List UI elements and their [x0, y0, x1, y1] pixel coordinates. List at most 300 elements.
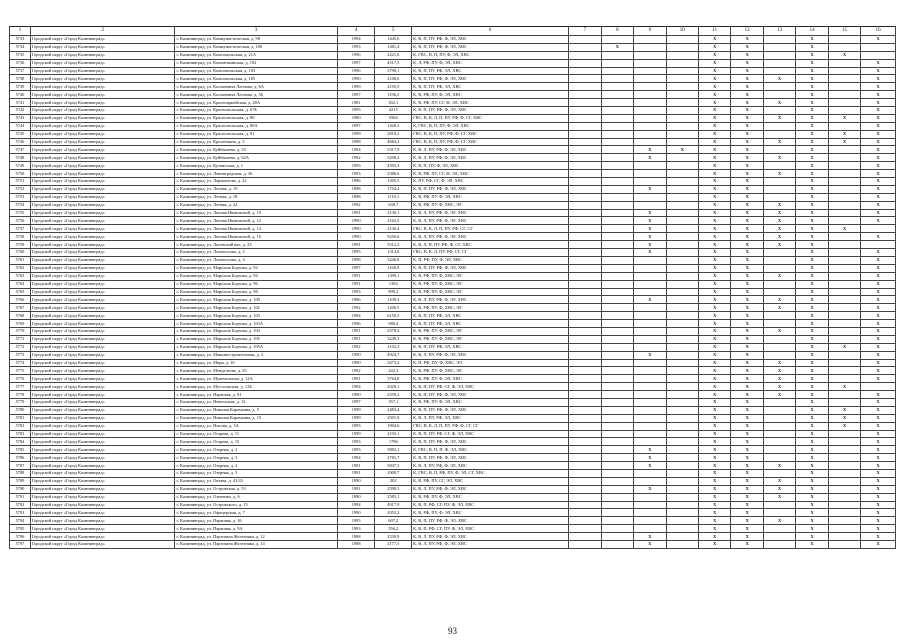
- mark-cell-7: [569, 304, 601, 312]
- year-cell: 1990: [337, 493, 375, 501]
- mark-cell-14: X: [796, 335, 828, 343]
- mark-cell-9: [634, 83, 666, 91]
- mark-cell-8: [601, 398, 633, 406]
- year-cell: 1990: [337, 477, 375, 485]
- systems-cell: К, В, П, РФ, СГ, ПУ, Ф, ЭЛ, ХВС: [412, 525, 569, 533]
- mark-cell-12: X: [731, 209, 763, 217]
- mark-cell-12: X: [731, 36, 763, 44]
- mark-cell-13: [763, 256, 795, 264]
- mark-cell-10: [666, 122, 698, 130]
- mark-cell-13: [763, 533, 795, 541]
- owner-cell: Городской округ «Город Калининград»: [30, 241, 175, 249]
- mark-cell-11: X: [699, 493, 731, 501]
- row-number-cell: 5787: [10, 462, 31, 470]
- row-number-cell: 5782: [10, 422, 31, 430]
- area-cell: 4517,5: [375, 59, 412, 67]
- systems-cell: К, В, Л, ПУ, РФ, Ф, ЭЛ, ХВС: [412, 533, 569, 541]
- mark-cell-10: [666, 280, 698, 288]
- mark-cell-10: [666, 509, 698, 517]
- row-number-cell: 5784: [10, 438, 31, 446]
- year-cell: 1993: [337, 525, 375, 533]
- mark-cell-10: [666, 75, 698, 83]
- mark-cell-12: X: [731, 327, 763, 335]
- mark-cell-10: [666, 138, 698, 146]
- mark-cell-7: [569, 327, 601, 335]
- mark-cell-14: X: [796, 43, 828, 51]
- owner-cell: Городской округ «Город Калининград»: [30, 367, 175, 375]
- area-cell: 2559,2: [375, 391, 412, 399]
- mark-cell-13: X: [763, 201, 795, 209]
- table-row: [10, 249, 896, 257]
- mark-cell-16: X: [861, 414, 896, 422]
- mark-cell-11: X: [699, 343, 731, 351]
- mark-cell-12: X: [731, 75, 763, 83]
- systems-cell: К, В, РФ, ПУ, Ф, ХВС, ЭЛ: [412, 288, 569, 296]
- mark-cell-15: X: [828, 130, 860, 138]
- mark-cell-16: X: [861, 359, 896, 367]
- mark-cell-15: [828, 320, 860, 328]
- mark-cell-8: [601, 75, 633, 83]
- table-row: [10, 517, 896, 525]
- mark-cell-11: X: [699, 398, 731, 406]
- mark-cell-16: X: [861, 154, 896, 162]
- mark-cell-14: X: [796, 178, 828, 186]
- mark-cell-11: X: [699, 225, 731, 233]
- mark-cell-15: X: [828, 343, 860, 351]
- mark-cell-12: X: [731, 99, 763, 107]
- mark-cell-8: [601, 99, 633, 107]
- mark-cell-7: [569, 462, 601, 470]
- area-cell: 1804,6: [375, 422, 412, 430]
- year-cell: 1999: [337, 406, 375, 414]
- mark-cell-11: X: [699, 233, 731, 241]
- mark-cell-14: X: [796, 249, 828, 257]
- mark-cell-11: X: [699, 264, 731, 272]
- mark-cell-16: X: [861, 454, 896, 462]
- row-number-cell: 5774: [10, 359, 31, 367]
- mark-cell-8: [601, 469, 633, 477]
- mark-cell-13: X: [763, 304, 795, 312]
- mark-cell-14: X: [796, 438, 828, 446]
- year-cell: 1997: [337, 398, 375, 406]
- mark-cell-12: X: [731, 446, 763, 454]
- mark-cell-16: X: [861, 288, 896, 296]
- mark-cell-11: X: [699, 359, 731, 367]
- column-number: 2: [30, 27, 175, 36]
- year-cell: 1991: [337, 485, 375, 493]
- mark-cell-11: X: [699, 154, 731, 162]
- mark-cell-12: X: [731, 170, 763, 178]
- year-cell: 1995: [337, 422, 375, 430]
- mark-cell-10: [666, 233, 698, 241]
- year-cell: 1990: [337, 217, 375, 225]
- area-cell: 556,2: [375, 525, 412, 533]
- mark-cell-9: [634, 59, 666, 67]
- mark-cell-15: [828, 327, 860, 335]
- address-cell: г. Калининград, ул. Офицерская, д. 7: [175, 509, 337, 517]
- mark-cell-9: X: [634, 185, 666, 193]
- mark-cell-7: [569, 114, 601, 122]
- mark-cell-7: [569, 414, 601, 422]
- mark-cell-8: [601, 91, 633, 99]
- owner-cell: Городской округ «Город Калининград»: [30, 154, 175, 162]
- year-cell: 1992: [337, 304, 375, 312]
- mark-cell-12: X: [731, 438, 763, 446]
- mark-cell-15: [828, 541, 860, 549]
- address-cell: г. Калининград, ул. Парковая, д. 9А: [175, 525, 337, 533]
- area-cell: 5847,5: [375, 462, 412, 470]
- mark-cell-11: X: [699, 130, 731, 138]
- mark-cell-15: [828, 107, 860, 115]
- mark-cell-7: [569, 280, 601, 288]
- mark-cell-7: [569, 493, 601, 501]
- mark-cell-7: [569, 351, 601, 359]
- owner-cell: Городской округ «Город Калининград»: [30, 43, 175, 51]
- column-number: 16: [861, 27, 896, 36]
- mark-cell-14: X: [796, 217, 828, 225]
- owner-cell: Городской округ «Город Калининград»: [30, 430, 175, 438]
- mark-cell-7: [569, 335, 601, 343]
- table-row: [10, 272, 896, 280]
- address-cell: г. Калининград, ул. Куйбышева, д. 62А: [175, 154, 337, 162]
- table-row: [10, 327, 896, 335]
- year-cell: 1995: [337, 249, 375, 257]
- table-row: [10, 462, 896, 470]
- address-cell: г. Калининград, ул. Огарева, д. 15: [175, 438, 337, 446]
- owner-cell: Городской округ «Город Калининград»: [30, 485, 175, 493]
- mark-cell-16: X: [861, 91, 896, 99]
- column-number: 3: [175, 27, 337, 36]
- year-cell: 1991: [337, 280, 375, 288]
- mark-cell-9: [634, 391, 666, 399]
- mark-cell-7: [569, 272, 601, 280]
- mark-cell-10: [666, 359, 698, 367]
- mark-cell-15: X: [828, 51, 860, 59]
- mark-cell-13: X: [763, 477, 795, 485]
- address-cell: г. Калининград, ул. Кропоткина, д. 3: [175, 138, 337, 146]
- year-cell: 1997: [337, 91, 375, 99]
- owner-cell: Городской округ «Город Калининград»: [30, 170, 175, 178]
- area-cell: 1481,4: [375, 43, 412, 51]
- mark-cell-9: X: [634, 154, 666, 162]
- mark-cell-8: [601, 217, 633, 225]
- mark-cell-12: X: [731, 114, 763, 122]
- address-cell: г. Калининград, ул. Маршала Борзова, д. 96: [175, 280, 337, 288]
- mark-cell-10: [666, 501, 698, 509]
- owner-cell: Городской округ «Город Калининград»: [30, 312, 175, 320]
- owner-cell: Городской округ «Город Калининград»: [30, 280, 175, 288]
- mark-cell-9: [634, 99, 666, 107]
- systems-cell: К, В, Л, П, ПУ, РФ, Ф, СГ, ХВС: [412, 241, 569, 249]
- mark-cell-7: [569, 525, 601, 533]
- year-cell: 1996: [337, 51, 375, 59]
- mark-cell-11: X: [699, 414, 731, 422]
- address-cell: г. Калининград, ул. Озерная, д. 3: [175, 454, 337, 462]
- table-row: [10, 533, 896, 541]
- mark-cell-13: [763, 36, 795, 44]
- mark-cell-7: [569, 146, 601, 154]
- year-cell: 1992: [337, 201, 375, 209]
- mark-cell-15: [828, 170, 860, 178]
- column-number: 8: [601, 27, 633, 36]
- mark-cell-10: [666, 193, 698, 201]
- mark-cell-8: [601, 343, 633, 351]
- mark-cell-8: [601, 264, 633, 272]
- mark-cell-12: X: [731, 454, 763, 462]
- owner-cell: Городской округ «Город Калининград»: [30, 414, 175, 422]
- mark-cell-16: X: [861, 391, 896, 399]
- year-cell: 1993: [337, 438, 375, 446]
- systems-cell: К, В, П, ПУ, РФ, ЭЛ, ХВС: [412, 343, 569, 351]
- mark-cell-9: [634, 107, 666, 115]
- mark-cell-15: [828, 256, 860, 264]
- address-cell: г. Калининград, ул. Лесная, д. 19: [175, 185, 337, 193]
- address-cell: г. Калининград, ул. Летняя, д. 22: [175, 201, 337, 209]
- address-cell: г. Калининград, ул. Лиепая Ивановской, д. 10: [175, 209, 337, 217]
- owner-cell: Городской округ «Город Калининград»: [30, 462, 175, 470]
- mark-cell-14: X: [796, 264, 828, 272]
- mark-cell-13: [763, 162, 795, 170]
- owner-cell: Городской округ «Город Калининград»: [30, 383, 175, 391]
- year-cell: 1990: [337, 351, 375, 359]
- mark-cell-10: [666, 185, 698, 193]
- row-number-cell: 5736: [10, 59, 31, 67]
- mark-cell-14: X: [796, 509, 828, 517]
- area-cell: 1754,4: [375, 185, 412, 193]
- address-cell: г. Калининград, ул. Лиговский вал, д. 23: [175, 241, 337, 249]
- area-cell: 2578,4: [375, 327, 412, 335]
- year-cell: 1998: [337, 193, 375, 201]
- mark-cell-14: X: [796, 51, 828, 59]
- address-cell: г. Калининград, ул. Партизана Железняка, д. 14: [175, 541, 337, 549]
- year-cell: 1994: [337, 501, 375, 509]
- mark-cell-9: X: [634, 217, 666, 225]
- mark-cell-9: X: [634, 533, 666, 541]
- mark-cell-10: [666, 525, 698, 533]
- mark-cell-10: [666, 477, 698, 485]
- row-number-cell: 5778: [10, 391, 31, 399]
- mark-cell-14: X: [796, 154, 828, 162]
- mark-cell-16: X: [861, 75, 896, 83]
- row-number-cell: 5753: [10, 193, 31, 201]
- mark-cell-7: [569, 375, 601, 383]
- table-row: [10, 185, 896, 193]
- mark-cell-14: X: [796, 241, 828, 249]
- area-cell: 202: [375, 477, 412, 485]
- mark-cell-8: [601, 256, 633, 264]
- year-cell: 1994: [337, 36, 375, 44]
- mark-cell-13: X: [763, 209, 795, 217]
- systems-cell: К, В, Л, ПУ, РФ, Ф, ЭЛ, ХВС: [412, 485, 569, 493]
- mark-cell-12: X: [731, 485, 763, 493]
- row-number-cell: 5767: [10, 304, 31, 312]
- year-cell: 1995: [337, 107, 375, 115]
- row-number-cell: 5783: [10, 430, 31, 438]
- mark-cell-8: [601, 154, 633, 162]
- mark-cell-13: [763, 320, 795, 328]
- mark-cell-15: [828, 525, 860, 533]
- mark-cell-7: [569, 185, 601, 193]
- address-cell: г. Калининград, ул. Озерная, д. 2: [175, 446, 337, 454]
- row-number-cell: 5735: [10, 51, 31, 59]
- mark-cell-11: X: [699, 51, 731, 59]
- row-number-cell: 5794: [10, 517, 31, 525]
- mark-cell-9: [634, 256, 666, 264]
- owner-cell: Городской округ «Город Калининград»: [30, 438, 175, 446]
- mark-cell-11: X: [699, 59, 731, 67]
- table-row: [10, 525, 896, 533]
- mark-cell-13: X: [763, 114, 795, 122]
- table-row: [10, 83, 896, 91]
- mark-cell-15: [828, 477, 860, 485]
- mark-cell-14: X: [796, 122, 828, 130]
- owner-cell: Городской округ «Город Калининград»: [30, 75, 175, 83]
- mark-cell-7: [569, 138, 601, 146]
- mark-cell-7: [569, 312, 601, 320]
- mark-cell-14: X: [796, 517, 828, 525]
- address-cell: г. Калининград, ул. Лиепая Ивановской, д. 12: [175, 217, 337, 225]
- table-row: [10, 241, 896, 249]
- column-number: 5: [375, 27, 412, 36]
- mark-cell-10: [666, 154, 698, 162]
- mark-cell-14: X: [796, 201, 828, 209]
- mark-cell-7: [569, 391, 601, 399]
- year-cell: 1991: [337, 469, 375, 477]
- mark-cell-7: [569, 217, 601, 225]
- area-cell: 2102,3: [375, 343, 412, 351]
- mark-cell-13: [763, 59, 795, 67]
- year-cell: 1998: [337, 256, 375, 264]
- mark-cell-14: X: [796, 343, 828, 351]
- owner-cell: Городской округ «Город Калининград»: [30, 296, 175, 304]
- row-number-cell: 5743: [10, 114, 31, 122]
- row-number-cell: 5751: [10, 178, 31, 186]
- mark-cell-9: [634, 130, 666, 138]
- mark-cell-9: [634, 343, 666, 351]
- mark-cell-16: X: [861, 446, 896, 454]
- table-row: [10, 154, 896, 162]
- mark-cell-15: [828, 485, 860, 493]
- systems-cell: К, В, П, ПУ, РФ, СГ, Ф, ЭЛ, ХВС: [412, 430, 569, 438]
- mark-cell-13: [763, 469, 795, 477]
- address-cell: г. Калининград, ул. Коммунистическая, д. 98: [175, 36, 337, 44]
- table-row: [10, 312, 896, 320]
- mark-cell-9: [634, 162, 666, 170]
- mark-cell-10: [666, 256, 698, 264]
- row-number-cell: 5759: [10, 241, 31, 249]
- column-number: 7: [569, 27, 601, 36]
- table-row: [10, 343, 896, 351]
- mark-cell-9: [634, 335, 666, 343]
- mark-cell-12: X: [731, 501, 763, 509]
- mark-cell-15: X: [828, 406, 860, 414]
- row-number-cell: 5739: [10, 83, 31, 91]
- mark-cell-13: X: [763, 241, 795, 249]
- address-cell: г. Калининград, ул. Партизана Железняка, д. 12: [175, 533, 337, 541]
- mark-cell-16: X: [861, 312, 896, 320]
- year-cell: 1988: [337, 533, 375, 541]
- owner-cell: Городской округ «Город Калининград»: [30, 162, 175, 170]
- address-cell: г. Калининград, ул. Менделеева, д. 35: [175, 367, 337, 375]
- mark-cell-12: X: [731, 193, 763, 201]
- mark-cell-13: [763, 351, 795, 359]
- year-cell: 1992: [337, 154, 375, 162]
- row-number-cell: 5748: [10, 154, 31, 162]
- systems-cell: К, В, П, ПУ, РФ, Ф, ЭЛ, ХВС: [412, 454, 569, 462]
- mark-cell-15: [828, 304, 860, 312]
- owner-cell: Городской округ «Город Калининград»: [30, 107, 175, 115]
- mark-cell-7: [569, 162, 601, 170]
- mark-cell-16: X: [861, 367, 896, 375]
- mark-cell-13: [763, 454, 795, 462]
- area-cell: 2136,4: [375, 225, 412, 233]
- owner-cell: Городской округ «Город Калининград»: [30, 217, 175, 225]
- area-cell: 2483,4: [375, 406, 412, 414]
- area-cell: 2053,2: [375, 509, 412, 517]
- mark-cell-7: [569, 438, 601, 446]
- mark-cell-7: [569, 83, 601, 91]
- table-row: [10, 469, 896, 477]
- systems-cell: К, ГВС, В, П, РФ, ПУ, Ф, ЭЛ, СГ, ХВС: [412, 469, 569, 477]
- mark-cell-13: [763, 122, 795, 130]
- mark-cell-16: X: [861, 146, 896, 154]
- area-cell: 2029,1: [375, 383, 412, 391]
- address-cell: г. Калининград, ул. Маршала Борзова, д. 103А: [175, 320, 337, 328]
- mark-cell-13: X: [763, 75, 795, 83]
- owner-cell: Городской округ «Город Калининград»: [30, 36, 175, 44]
- mark-cell-16: X: [861, 509, 896, 517]
- mark-cell-16: X: [861, 327, 896, 335]
- row-number-cell: 5797: [10, 541, 31, 549]
- mark-cell-16: X: [861, 59, 896, 67]
- mark-cell-9: [634, 312, 666, 320]
- address-cell: г. Калининград, ул. Нарвская, д. 81: [175, 391, 337, 399]
- mark-cell-8: [601, 406, 633, 414]
- mark-cell-9: [634, 525, 666, 533]
- systems-cell: К, В, РФ, ПУ, СГ, Ф, ЭЛ, ХВС: [412, 170, 569, 178]
- mark-cell-9: [634, 288, 666, 296]
- mark-cell-11: X: [699, 383, 731, 391]
- mark-cell-15: [828, 501, 860, 509]
- mark-cell-16: X: [861, 201, 896, 209]
- owner-cell: Городской округ «Город Калининград»: [30, 201, 175, 209]
- systems-cell: К, В, Л, ПУ, РФ, Ф, ЭЛ, ХВС: [412, 296, 569, 304]
- owner-cell: Городской округ «Город Калининград»: [30, 469, 175, 477]
- mark-cell-9: [634, 304, 666, 312]
- systems-cell: К, ГВС, В, П, ПУ, Ф, ЭЛ, ХВС: [412, 122, 569, 130]
- area-cell: 2177,5: [375, 541, 412, 549]
- mark-cell-13: X: [763, 391, 795, 399]
- owner-cell: Городской округ «Город Калининград»: [30, 493, 175, 501]
- table-row: [10, 225, 896, 233]
- table-row: [10, 477, 896, 485]
- mark-cell-10: [666, 225, 698, 233]
- table-row: [10, 485, 896, 493]
- mark-cell-16: X: [861, 107, 896, 115]
- mark-cell-10: [666, 446, 698, 454]
- mark-cell-9: [634, 359, 666, 367]
- mark-cell-13: [763, 130, 795, 138]
- table-row: [10, 422, 896, 430]
- mark-cell-15: [828, 533, 860, 541]
- mark-cell-7: [569, 533, 601, 541]
- mark-cell-9: [634, 501, 666, 509]
- mark-cell-10: [666, 51, 698, 59]
- table-row: [10, 335, 896, 343]
- mark-cell-12: X: [731, 91, 763, 99]
- column-number: 13: [763, 27, 795, 36]
- mark-cell-11: X: [699, 201, 731, 209]
